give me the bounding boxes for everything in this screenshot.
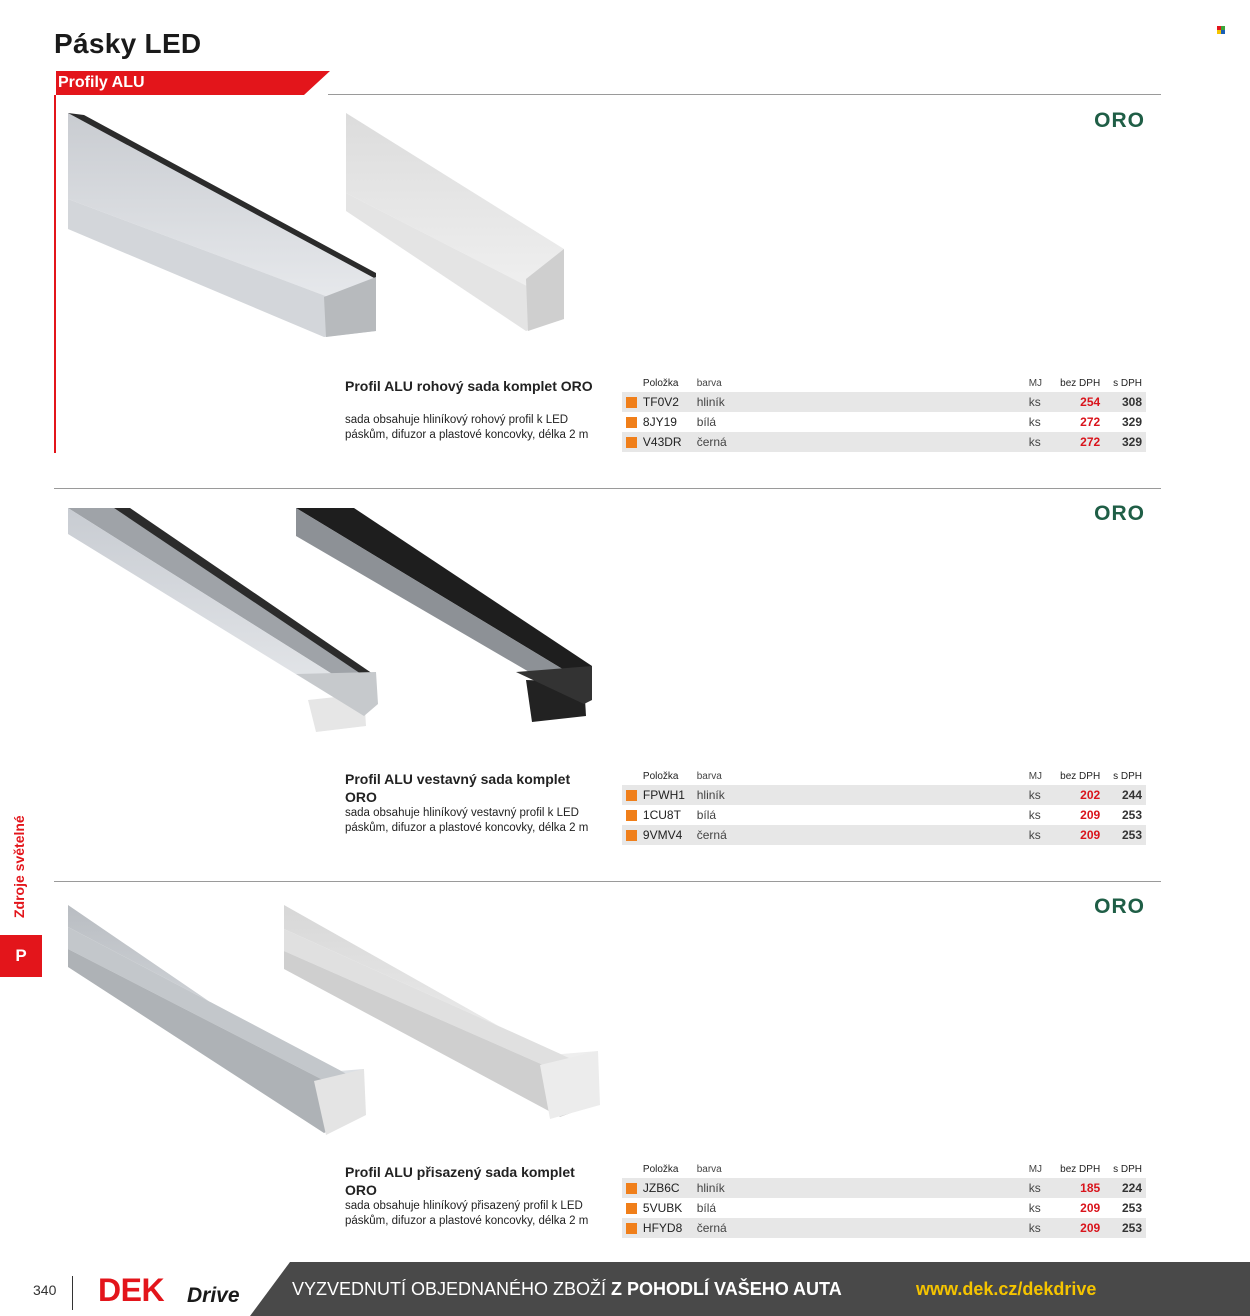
color-swatch (626, 830, 637, 841)
header-code: Položka (642, 1163, 679, 1175)
color-swatch (626, 790, 637, 801)
product-description: sada obsahuje hliníkový rohový profil k LED páskům, difuzor a plastové koncovky, délka 2 m (345, 414, 589, 441)
table-row (622, 1178, 1146, 1198)
page-number-divider (72, 1276, 73, 1310)
header-price-incl: s DPH (1113, 1163, 1142, 1175)
item-unit: ks (1029, 785, 1058, 805)
price-table (622, 1160, 1146, 1238)
table-row (622, 432, 1146, 452)
header-mj: MJ (1028, 377, 1043, 389)
table-row (622, 805, 1146, 825)
color-swatch (626, 1183, 637, 1194)
header-code: Položka (642, 770, 679, 782)
price-table (622, 767, 1146, 845)
side-category-label: Zdroje světelné (11, 815, 27, 918)
section-tab (54, 71, 330, 95)
item-code: FPWH1 (643, 785, 697, 805)
item-unit: ks (1028, 415, 1041, 429)
header-color: barva (696, 377, 722, 389)
item-color: bílá (696, 415, 717, 429)
price-incl-vat: 253 (1104, 1218, 1146, 1238)
price-excl-vat: 254 (1057, 392, 1104, 412)
drive-logo-text: Drive (187, 1284, 240, 1307)
item-color: černá (697, 825, 1029, 845)
item-unit: ks (1029, 392, 1058, 412)
price-excl-vat: 272 (1057, 432, 1104, 452)
product-card-surface (54, 881, 1161, 1274)
price-excl-vat: 209 (1057, 825, 1104, 845)
item-unit: ks (1029, 1218, 1058, 1238)
color-swatch (626, 1223, 637, 1234)
color-swatch (626, 437, 637, 448)
table-row (622, 825, 1146, 845)
header-mj: MJ (1028, 770, 1043, 782)
price-incl-vat: 329 (1104, 432, 1146, 452)
table-row (622, 412, 1146, 432)
oro-logo: ORO (1094, 109, 1145, 132)
footer-url[interactable]: www.dek.cz/dekdrive (916, 1279, 1097, 1299)
table-row (622, 1198, 1146, 1218)
color-swatch (626, 397, 637, 408)
product-title: Profil ALU rohový sada komplet ORO (345, 378, 593, 394)
table-row (622, 1218, 1146, 1238)
table-row (622, 392, 1146, 412)
page-number: 340 (33, 1282, 57, 1298)
header-code: Položka (642, 377, 679, 389)
price-incl-vat: 224 (1104, 1178, 1146, 1198)
item-unit: ks (1028, 1201, 1041, 1215)
section-tab-label: Profily ALU (58, 74, 145, 91)
product-title: Profil ALU vestavný sada komplet ORO (345, 771, 571, 805)
item-code: 9VMV4 (643, 825, 697, 845)
product-description: sada obsahuje hliníkový přisazený profil k LED páskům, difuzor a plastové koncovky, délka 2 m (345, 1200, 589, 1227)
item-unit: ks (1029, 1178, 1058, 1198)
item-color: bílá (696, 1201, 717, 1215)
item-color: hliník (697, 1178, 1029, 1198)
price-excl-vat: 209 (1080, 808, 1101, 822)
item-code: HFYD8 (643, 1218, 697, 1238)
item-code: 5VUBK (642, 1201, 683, 1215)
item-color: hliník (697, 392, 1029, 412)
item-code: 1CU8T (642, 808, 681, 822)
header-price-incl: s DPH (1113, 770, 1142, 782)
header-color: barva (696, 1163, 722, 1175)
price-table (622, 374, 1146, 452)
product-photo-corner-profile (64, 109, 584, 349)
item-color: černá (697, 432, 1029, 452)
item-code: TF0V2 (643, 392, 697, 412)
color-swatch (626, 417, 637, 428)
side-category-badge: P (0, 935, 42, 977)
item-code: JZB6C (643, 1178, 697, 1198)
oro-logo: ORO (1094, 502, 1145, 525)
product-description: sada obsahuje hliníkový vestavný profil k LED páskům, difuzor a plastové koncovky, délka 2 m (345, 807, 589, 834)
price-excl-vat: 272 (1080, 415, 1101, 429)
dek-logo: DEK (98, 1272, 165, 1308)
oro-logo: ORO (1094, 895, 1145, 918)
price-incl-vat: 244 (1104, 785, 1146, 805)
price-incl-vat: 253 (1104, 825, 1146, 845)
product-card-corner (54, 95, 1161, 488)
product-photo-surface-profile (64, 903, 604, 1143)
product-photo-recessed-profile (64, 504, 604, 744)
price-incl-vat: 329 (1121, 415, 1142, 429)
product-title: Profil ALU přisazený sada komplet ORO (345, 1164, 575, 1198)
price-incl-vat: 253 (1121, 1201, 1142, 1215)
header-price-excl: bez DPH (1060, 377, 1101, 389)
table-row (622, 785, 1146, 805)
product-card-recessed (54, 488, 1161, 881)
color-swatch (626, 1203, 637, 1214)
header-color: barva (696, 770, 722, 782)
slogan-bold: Z POHODLÍ VAŠEHO AUTA (611, 1279, 842, 1299)
item-unit: ks (1029, 825, 1058, 845)
item-color: černá (697, 1218, 1029, 1238)
slogan-normal: VYZVEDNUTÍ OBJEDNANÉHO ZBOŽÍ (292, 1279, 612, 1299)
header-price-incl: s DPH (1113, 377, 1142, 389)
header-price-excl: bez DPH (1060, 1163, 1101, 1175)
item-code: 8JY19 (642, 415, 677, 429)
footer-banner (0, 1262, 1250, 1316)
color-swatch (626, 810, 637, 821)
registration-mark (1217, 26, 1225, 34)
item-code: V43DR (643, 432, 697, 452)
header-price-excl: bez DPH (1060, 770, 1101, 782)
item-color: hliník (697, 785, 1029, 805)
price-incl-vat: 253 (1121, 808, 1142, 822)
item-unit: ks (1029, 432, 1058, 452)
footer-slogan (292, 1279, 842, 1300)
price-excl-vat: 209 (1080, 1201, 1101, 1215)
price-excl-vat: 202 (1057, 785, 1104, 805)
page-title: Pásky LED (54, 28, 202, 59)
item-unit: ks (1028, 808, 1041, 822)
item-color: bílá (696, 808, 717, 822)
price-excl-vat: 185 (1057, 1178, 1104, 1198)
price-excl-vat: 209 (1057, 1218, 1104, 1238)
price-incl-vat: 308 (1104, 392, 1146, 412)
header-mj: MJ (1028, 1163, 1043, 1175)
